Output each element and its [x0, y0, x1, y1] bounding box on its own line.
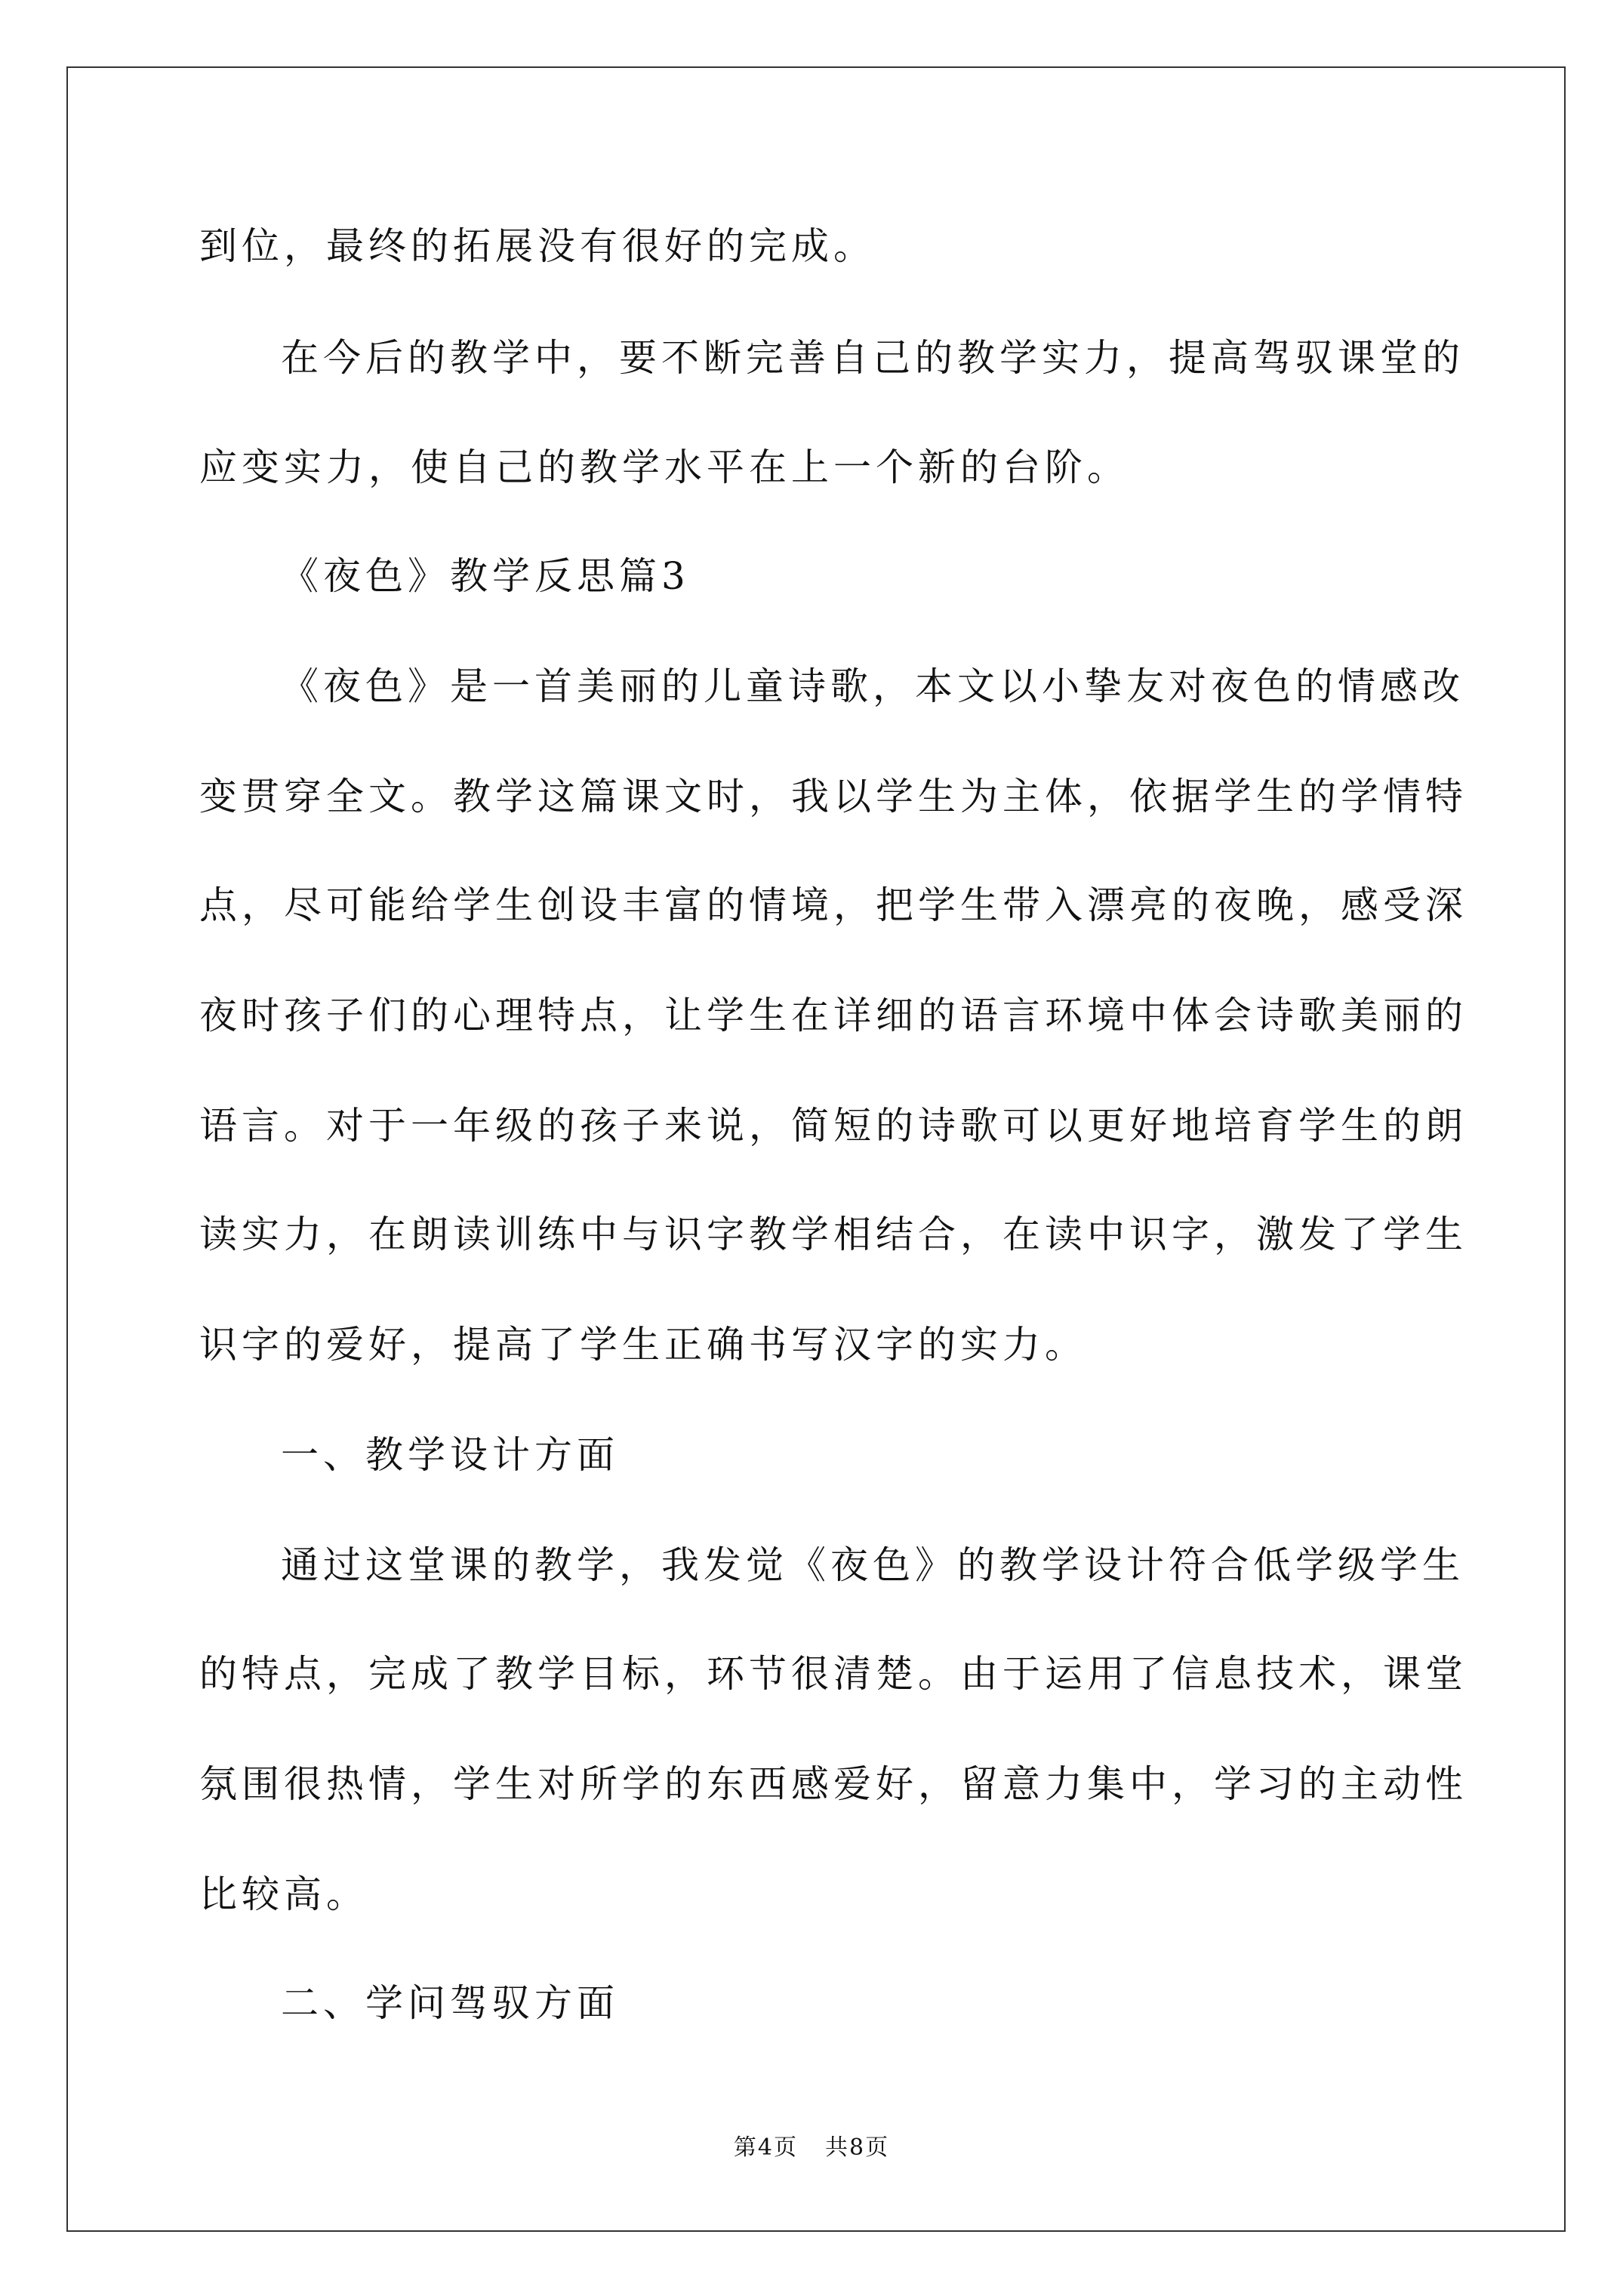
- paragraph-line: 氛围很热情，学生对所学的东西感爱好，留意力集中，学习的主动性: [199, 1762, 1467, 1806]
- paragraph-line: 变贯穿全文。教学这篇课文时，我以学生为主体，依据学生的学情特: [199, 775, 1467, 818]
- paragraph-line: 应变实力，使自己的教学水平在上一个新的台阶。: [199, 445, 1129, 489]
- paragraph-line: 通过这堂课的教学，我发觉《夜色》的教学设计符合低学级学生: [281, 1543, 1464, 1587]
- paragraph-line: 语言。对于一年级的孩子来说，简短的诗歌可以更好地培育学生的朗: [199, 1104, 1467, 1148]
- paragraph-line: 比较高。: [199, 1872, 368, 1916]
- subsection-heading: 一、教学设计方面: [281, 1433, 619, 1477]
- page-number: 第4页: [733, 2134, 798, 2161]
- paragraph-line: 《夜色》是一首美丽的儿童诗歌，本文以小挚友对夜色的情感改: [281, 664, 1464, 708]
- paragraph-line: 读实力，在朗读训练中与识字教学相结合，在读中识字，激发了学生: [199, 1213, 1467, 1256]
- section-heading: 《夜色》教学反思篇3: [281, 554, 690, 598]
- paragraph-line: 识字的爱好，提高了学生正确书写汉字的实力。: [199, 1323, 1087, 1367]
- paragraph-line: 在今后的教学中，要不断完善自己的教学实力，提高驾驭课堂的: [281, 336, 1464, 380]
- paragraph-line: 到位，最终的拓展没有很好的完成。: [199, 224, 876, 268]
- paragraph-line: 点，尽可能给学生创设丰富的情境，把学生带入漂亮的夜晚，感受深: [199, 883, 1467, 927]
- paragraph-line: 的特点，完成了教学目标，环节很清楚。由于运用了信息技术，课堂: [199, 1652, 1467, 1696]
- page-footer: [0, 2133, 1623, 2163]
- subsection-heading: 二、学问驾驭方面: [281, 1981, 619, 2025]
- paragraph-line: 夜时孩子们的心理特点，让学生在详细的语言环境中体会诗歌美丽的: [199, 994, 1467, 1037]
- page-total: 共8页: [825, 2134, 890, 2161]
